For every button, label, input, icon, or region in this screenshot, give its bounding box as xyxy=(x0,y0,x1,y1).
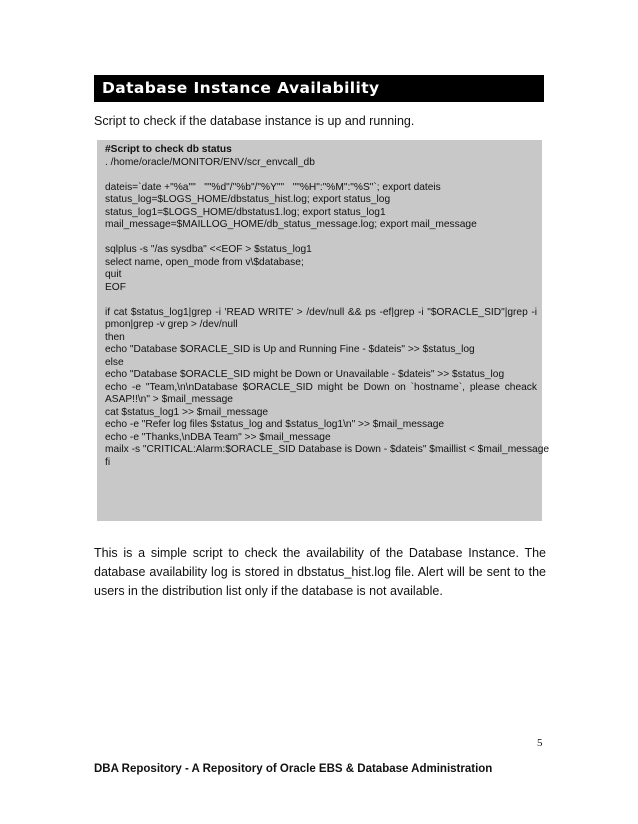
summary-paragraph: This is a simple script to check the availability of the Database Instance. The database availability log is stored in dbstatus_hist.log file. Alert will be sent to the users in the distribution list only if the database is not available. xyxy=(94,546,546,598)
page-number: 5 xyxy=(537,737,543,749)
code-line: cat $status_log1 >> $mail_message xyxy=(105,406,269,418)
code-line: status_log=$LOGS_HOME/dbstatus_hist.log; export status_log xyxy=(105,194,391,205)
code-line: echo "Database $ORACLE_SID is Up and Running Fine - $dateis" >> $status_log xyxy=(105,344,475,355)
code-line: echo "Database $ORACLE_SID might be Down or Unavailable - $dateis" >> $status_log xyxy=(105,369,505,380)
code-line: #Script to check db status xyxy=(105,144,232,155)
section-title: Database Instance Availability xyxy=(102,79,380,97)
code-line xyxy=(105,232,537,245)
code-line: dateis=`date +"%a"" ""%d"/"%b"/"%Y"" ""%H":"%M":"%S"`; export dateis xyxy=(105,181,441,193)
code-line: fi xyxy=(105,456,111,468)
code-line xyxy=(105,169,537,182)
code-line: if cat $status_log1|grep -i 'READ WRITE' > /dev/null && ps -ef|grep -i "$ORACLE_SID"|grep -i pmon|grep -v grep > /dev/null xyxy=(105,306,537,330)
code-line: select name, open_mode from v\$database; xyxy=(105,256,304,268)
code-line: echo -e "Team,\n\nDatabase $ORACLE_SID might be Down on `hostname`, please cheack ASAP!!\n" > $mail_message xyxy=(105,381,537,405)
code-block xyxy=(97,140,550,521)
code-line: mail_message=$MAILLOG_HOME/db_status_message.log; export mail_message xyxy=(105,219,477,230)
code-line: . /home/oracle/MONITOR/ENV/scr_envcall_db xyxy=(105,156,315,168)
code-line: mailx -s "CRITICAL:Alarm:$ORACLE_SID Database is Down - $dateis" $maillist < $mail_message xyxy=(105,444,550,455)
code-line: then xyxy=(105,331,125,343)
code-line: else xyxy=(105,356,124,368)
code-line xyxy=(105,294,537,307)
code-line: quit xyxy=(105,269,122,280)
intro-text: Script to check if the database instance is up and running. xyxy=(94,114,415,128)
code-line: EOF xyxy=(105,281,126,293)
section-title-bar xyxy=(94,75,544,102)
code-content xyxy=(105,144,550,469)
code-line: echo -e "Refer log files $status_log and $status_log1\n" >> $mail_message xyxy=(105,419,445,430)
code-line: sqlplus -s "/as sysdba" <<EOF > $status_log1 xyxy=(105,244,312,255)
code-line: status_log1=$LOGS_HOME/dbstatus1.log; export status_log1 xyxy=(105,206,386,218)
page-footer: DBA Repository - A Repository of Oracle EBS & Database Administration xyxy=(94,763,493,775)
code-line: echo -e "Thanks,\nDBA Team" >> $mail_message xyxy=(105,431,331,443)
